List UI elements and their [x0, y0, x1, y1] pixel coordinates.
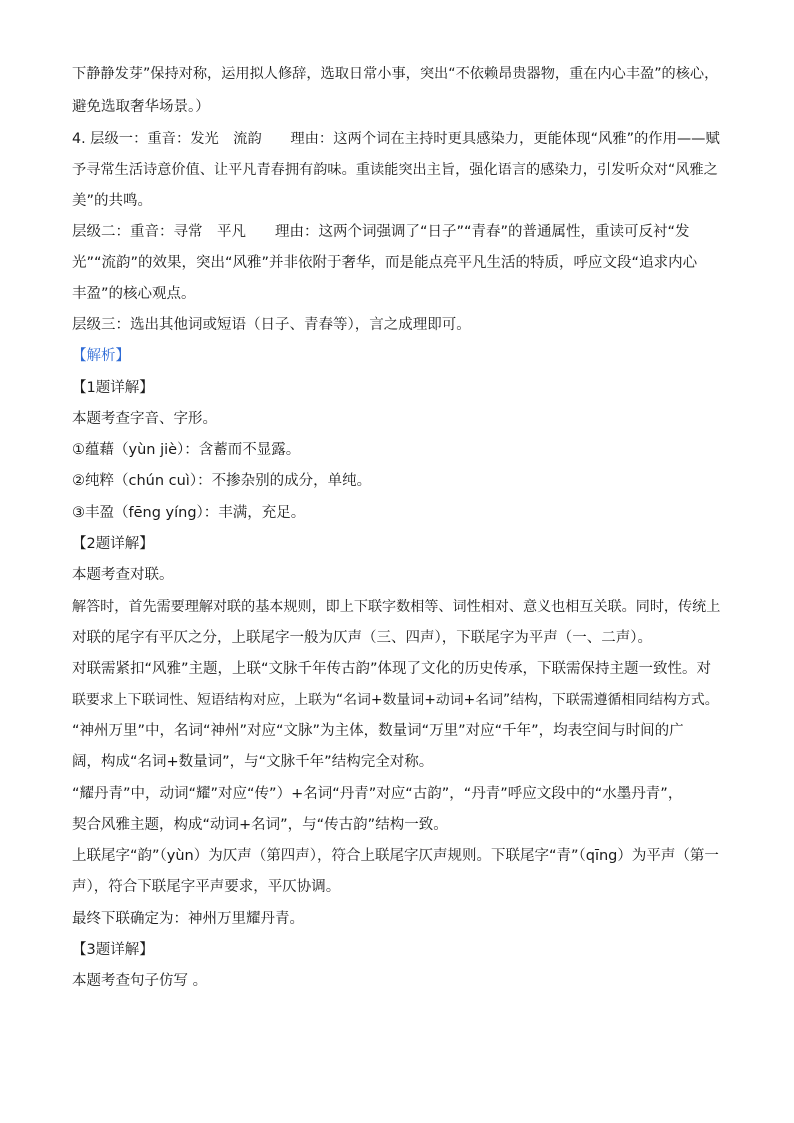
q2-para1-line2: 对联的尾字有平仄之分，上联尾字一般为仄声（三、四声），下联尾字为平声（一、二声）。 [72, 630, 652, 646]
q2-para2-line1: 对联需紧扣“风雅”主题，上联“文脉千年传古韵”体现了文化的历史传承，下联需保持主题一致性。对 [72, 661, 712, 677]
level-2-line-1: 层级二：重音：寻常 平凡 理由：这两个词强调了“日子”“青春”的普通属性，重读可反衬“发 [72, 224, 690, 240]
q2-para3-line2: 阔，构成“名词+数量词”，与“文脉千年”结构完全对称。 [72, 754, 434, 770]
q2-heading: 【2题详解】 [72, 536, 154, 552]
q2-para4-line1: “耀丹青”中，动词“耀”对应“传”）+名词“丹青”对应“古韵”，“丹青”呼应文段中的“水墨丹青”， [72, 786, 683, 802]
q1-item-3: ③丰盈（fēng yíng）：丰满，充足。 [72, 505, 306, 521]
q1-item-2: ②纯粹（chún cuì）：不掺杂别的成分，单纯。 [72, 473, 372, 489]
answer-4-line-1: 4. 层级一：重音：发光 流韵 理由：这两个词在主持时更具感染力，更能体现“风雅”的作用——赋 [72, 131, 720, 147]
q2-para2-line2: 联要求上下联词性、短语结构对应，上联为“名词+数量词+动词+名词”结构，下联需遵循相同结构方式。 [72, 692, 719, 708]
answer-4-line-3: 美”的共鸣。 [72, 193, 153, 209]
q1-heading: 【1题详解】 [72, 380, 154, 396]
q3-intro: 本题考查句子仿写 。 [72, 973, 208, 989]
analysis-heading: 【解析】 [72, 348, 130, 364]
level-3-line: 层级三：选出其他词或短语（日子、青春等），言之成理即可。 [72, 317, 471, 333]
q2-para1-line1: 解答时，首先需要理解对联的基本规则，即上下联字数相等、词性相对、意义也相互关联。同时，传统上 [72, 599, 721, 615]
answer-line-1: 下静静发芽”保持对称，运用拟人修辞，选取日常小事，突出“不依赖昂贵器物，重在内心丰盈”的核心， [72, 66, 719, 82]
q3-heading: 【3题详解】 [72, 942, 154, 958]
q1-intro: 本题考查字音、字形。 [72, 411, 217, 427]
answer-line-2: 避免选取奢华场景。） [72, 99, 210, 115]
q2-intro: 本题考查对联。 [72, 567, 174, 583]
answer-4-line-2: 予寻常生活诗意价值、让平凡青春拥有韵味。重读能突出主旨，强化语言的感染力，引发听众对“风雅之 [72, 162, 718, 178]
level-2-line-2: 光”“流韵”的效果，突出“风雅”并非依附于奢华，而是能点亮平凡生活的特质，呼应文段“追求内心 [72, 255, 698, 271]
q2-para5-line2: 声），符合下联尾字平声要求，平仄协调。 [72, 879, 341, 895]
q2-para4-line2: 契合风雅主题，构成“动词+名词”，与“传古韵”结构一致。 [72, 817, 448, 833]
q2-conclusion: 最终下联确定为：神州万里耀丹青。 [72, 911, 304, 927]
level-2-line-3: 丰盈”的核心观点。 [72, 286, 196, 302]
q2-para3-line1: “神州万里”中，名词“神州”对应“文脉”为主体，数量词“万里”对应“千年”，均表空间与时间的广 [72, 723, 684, 739]
q2-para5-line1: 上联尾字“韵”（yùn）为仄声（第四声），符合上联尾字仄声规则。下联尾字“青”（qīng）为平声（第一 [72, 848, 719, 864]
q1-item-1: ①蕴藉（yùn jiè）：含蓄而不显露。 [72, 442, 301, 458]
